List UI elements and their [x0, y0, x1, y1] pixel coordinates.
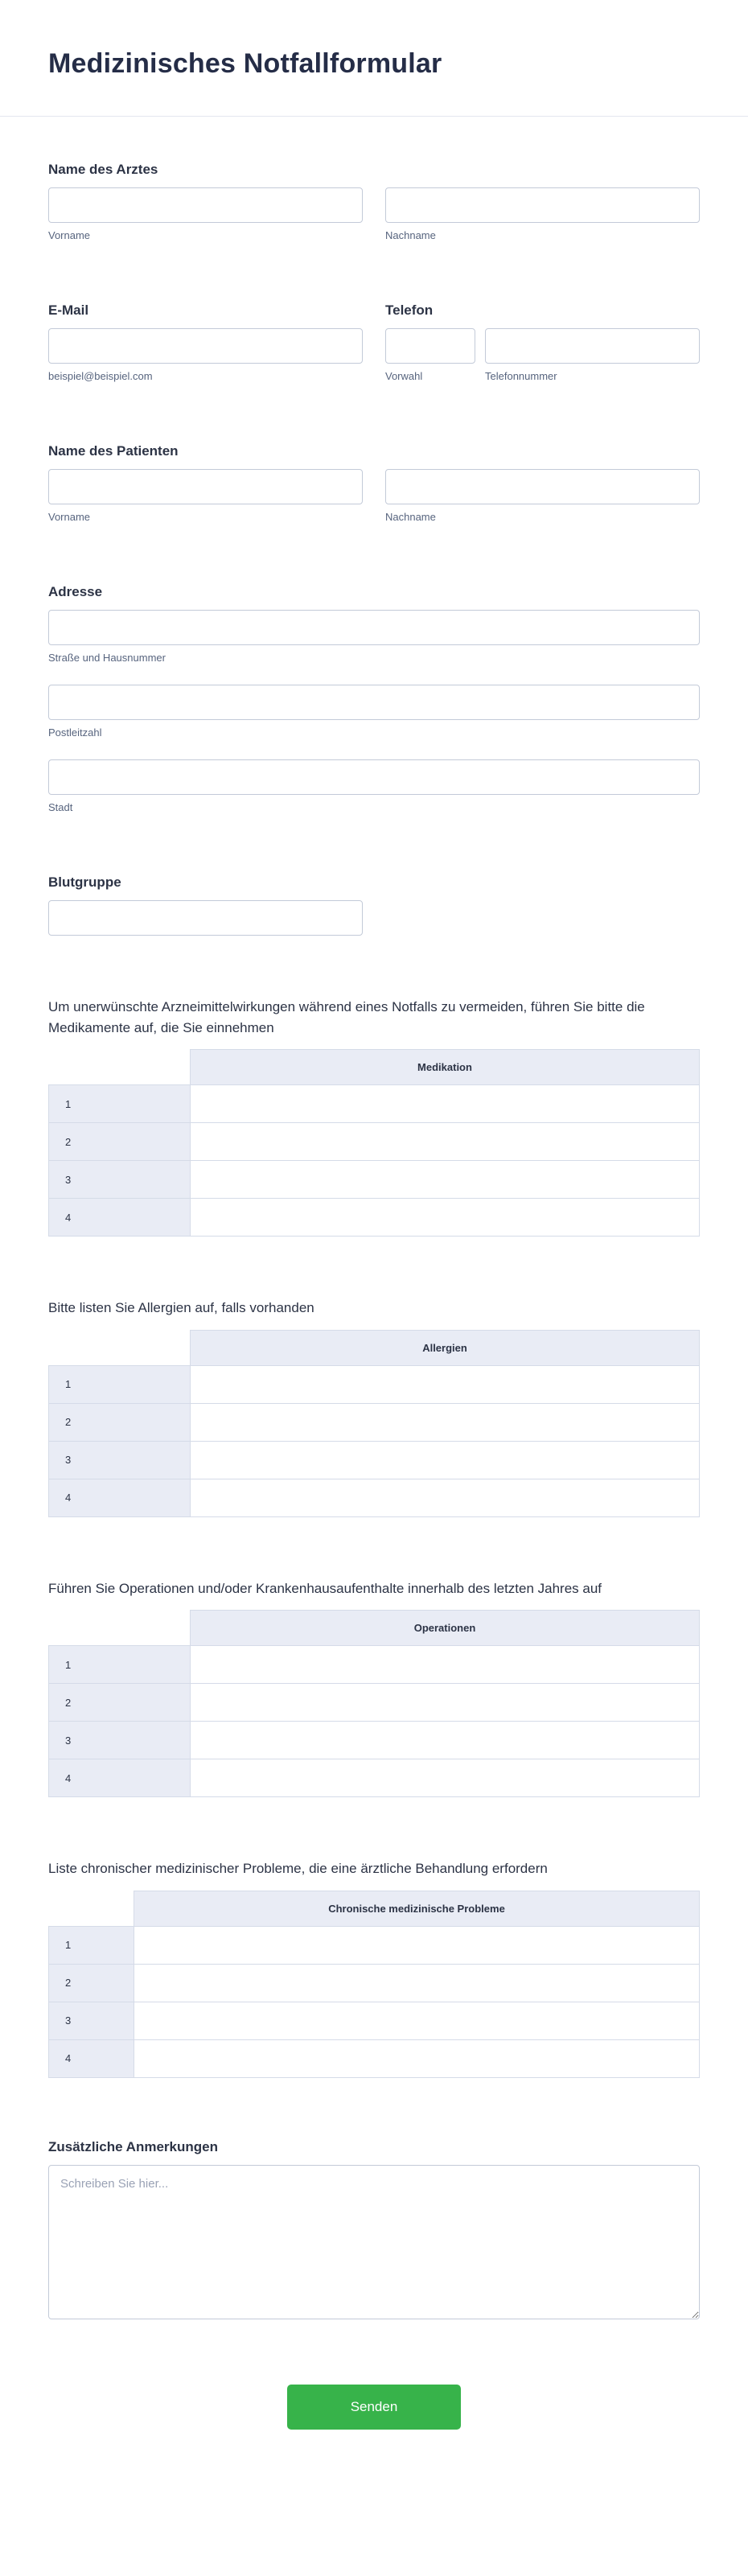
medication-intro: Um unerwünschte Arzneimittelwirkungen während eines Notfalls zu vermeiden, führen Sie bitte die Medikamente auf, die Sie einnehmen [48, 999, 645, 1035]
notes-label: Zusätzliche Anmerkungen [48, 2138, 218, 2154]
matrix-cell [134, 1926, 700, 1964]
phone-number-col [485, 328, 700, 382]
row-number: 3 [49, 1722, 191, 1759]
address-label: Adresse [48, 584, 103, 599]
operations-table [48, 1610, 700, 1797]
form-header [0, 0, 748, 117]
medication-row-3-input[interactable] [191, 1162, 699, 1198]
address-postal-sublabel: Postleitzahl [48, 726, 102, 739]
question-blood-type [48, 874, 700, 936]
table-row [49, 2002, 700, 2039]
matrix-cell [134, 2002, 700, 2039]
table-row [49, 1085, 700, 1123]
chronic-intro: Liste chronischer medizinischer Probleme, die eine ärztliche Behandlung erfordern [48, 1861, 548, 1876]
patient-first-name-input[interactable] [48, 469, 363, 504]
table-row [49, 1403, 700, 1441]
question-medication [48, 997, 700, 1237]
doctor-last-name-input[interactable] [385, 187, 700, 223]
operations-row-3-input[interactable] [191, 1722, 699, 1759]
table-row [49, 1646, 700, 1684]
matrix-cell [191, 1722, 700, 1759]
question-address [48, 584, 700, 813]
medication-row-1-input[interactable] [191, 1086, 699, 1122]
patient-last-name-sublabel: Nachname [385, 511, 436, 523]
medication-row-4-input[interactable] [191, 1200, 699, 1236]
chronic-row-2-input[interactable] [134, 1965, 699, 2001]
matrix-cell [134, 1964, 700, 2002]
operations-header-row [49, 1611, 700, 1646]
submit-area [48, 2385, 700, 2430]
address-street-input[interactable] [48, 610, 700, 645]
doctor-name-fields [48, 187, 700, 241]
email-label: E-Mail [48, 302, 89, 318]
row-number: 3 [49, 1161, 191, 1199]
medication-row-2-input[interactable] [191, 1124, 699, 1160]
matrix-cell [191, 1161, 700, 1199]
address-street-row [48, 610, 700, 664]
question-notes [48, 2139, 700, 2323]
question-operations [48, 1578, 700, 1798]
table-row [49, 1123, 700, 1161]
matrix-cell [191, 1403, 700, 1441]
row-number: 2 [49, 1123, 191, 1161]
row-number: 2 [49, 1684, 191, 1722]
table-row [49, 1926, 700, 1964]
notes-textarea[interactable] [48, 2165, 700, 2319]
address-postal-row [48, 685, 700, 739]
matrix-corner [49, 1611, 191, 1646]
phone-area-col [385, 328, 475, 382]
patient-name-label: Name des Patienten [48, 443, 179, 459]
chronic-row-1-input[interactable] [134, 1927, 699, 1963]
chronic-row-4-input[interactable] [134, 2040, 699, 2076]
table-row [49, 1441, 700, 1479]
table-row [49, 1684, 700, 1722]
address-postal-input[interactable] [48, 685, 700, 720]
blood-type-label: Blutgruppe [48, 874, 121, 890]
doctor-first-name-input[interactable] [48, 187, 363, 223]
row-number: 3 [49, 2002, 134, 2039]
row-number: 1 [49, 1926, 134, 1964]
row-number: 4 [49, 1759, 191, 1797]
medication-table [48, 1049, 700, 1237]
matrix-cell [191, 1085, 700, 1123]
matrix-cell [191, 1123, 700, 1161]
question-allergies [48, 1298, 700, 1517]
chronic-column-header: Chronische medizinische Probleme [134, 1891, 700, 1926]
allergies-row-1-input[interactable] [191, 1366, 699, 1402]
address-street-sublabel: Straße und Hausnummer [48, 652, 166, 664]
email-col [48, 302, 363, 382]
operations-column-header: Operationen [191, 1611, 700, 1646]
table-row [49, 1722, 700, 1759]
table-row [49, 1199, 700, 1237]
row-number: 4 [49, 2039, 134, 2077]
chronic-row-3-input[interactable] [134, 2002, 699, 2039]
question-chronic-problems [48, 1858, 700, 2078]
table-row [49, 1964, 700, 2002]
operations-row-2-input[interactable] [191, 1685, 699, 1721]
matrix-corner [49, 1330, 191, 1365]
table-row [49, 2039, 700, 2077]
doctor-name-label: Name des Arztes [48, 162, 158, 177]
matrix-cell [191, 1479, 700, 1516]
operations-intro: Führen Sie Operationen und/oder Krankenhausaufenthalte innerhalb des letzten Jahres auf [48, 1580, 602, 1596]
question-patient-name [48, 443, 700, 523]
doctor-first-name-sublabel: Vorname [48, 229, 91, 241]
doctor-last-name-sublabel: Nachname [385, 229, 436, 241]
row-number: 4 [49, 1479, 191, 1516]
form-body [0, 117, 748, 2534]
matrix-cell [191, 1199, 700, 1237]
chronic-table [48, 1891, 700, 2078]
question-doctor-name [48, 162, 700, 241]
allergies-table [48, 1330, 700, 1517]
phone-col [385, 302, 700, 382]
matrix-cell [191, 1441, 700, 1479]
matrix-cell [191, 1684, 700, 1722]
table-row [49, 1759, 700, 1797]
phone-number-sublabel: Telefonnummer [485, 370, 557, 382]
question-email-phone [48, 302, 700, 382]
row-number: 1 [49, 1365, 191, 1403]
row-number: 1 [49, 1646, 191, 1684]
row-number: 2 [49, 1403, 191, 1441]
submit-button[interactable]: Senden [287, 2385, 461, 2430]
row-number: 3 [49, 1441, 191, 1479]
phone-label: Telefon [385, 302, 434, 318]
matrix-corner [49, 1050, 191, 1085]
chronic-header-row [49, 1891, 700, 1926]
table-row [49, 1479, 700, 1516]
patient-last-name-input[interactable] [385, 469, 700, 504]
patient-first-name-sublabel: Vorname [48, 511, 91, 523]
patient-last-name-col [385, 469, 700, 523]
blood-type-input[interactable] [48, 900, 363, 936]
allergies-header-row [49, 1330, 700, 1365]
table-row [49, 1161, 700, 1199]
address-city-input[interactable] [48, 759, 700, 795]
matrix-corner [49, 1891, 134, 1926]
phone-fields [385, 328, 700, 382]
doctor-last-name-col [385, 187, 700, 241]
allergies-row-4-input[interactable] [191, 1479, 699, 1516]
row-number: 4 [49, 1199, 191, 1237]
address-city-row [48, 759, 700, 813]
matrix-cell [134, 2039, 700, 2077]
phone-area-sublabel: Vorwahl [385, 370, 423, 382]
operations-row-1-input[interactable] [191, 1647, 699, 1683]
matrix-cell [191, 1646, 700, 1684]
patient-name-fields [48, 469, 700, 523]
matrix-cell [191, 1759, 700, 1797]
operations-row-4-input[interactable] [191, 1760, 699, 1796]
row-number: 1 [49, 1085, 191, 1123]
allergies-intro: Bitte listen Sie Allergien auf, falls vorhanden [48, 1300, 314, 1315]
patient-first-name-col [48, 469, 363, 523]
email-sublabel: beispiel@beispiel.com [48, 370, 153, 382]
allergies-row-3-input[interactable] [191, 1442, 699, 1478]
row-number: 2 [49, 1964, 134, 2002]
doctor-first-name-col [48, 187, 363, 241]
allergies-row-2-input[interactable] [191, 1404, 699, 1440]
email-input[interactable] [48, 328, 363, 364]
allergies-column-header: Allergien [191, 1330, 700, 1365]
address-city-sublabel: Stadt [48, 801, 73, 813]
email-phone-fields [48, 302, 700, 382]
medication-header-row [49, 1050, 700, 1085]
form-title: Medizinisches Notfallformular [48, 48, 442, 79]
matrix-cell [191, 1365, 700, 1403]
medication-column-header: Medikation [191, 1050, 700, 1085]
table-row [49, 1365, 700, 1403]
phone-area-code-input[interactable] [385, 328, 475, 364]
phone-number-input[interactable] [485, 328, 700, 364]
